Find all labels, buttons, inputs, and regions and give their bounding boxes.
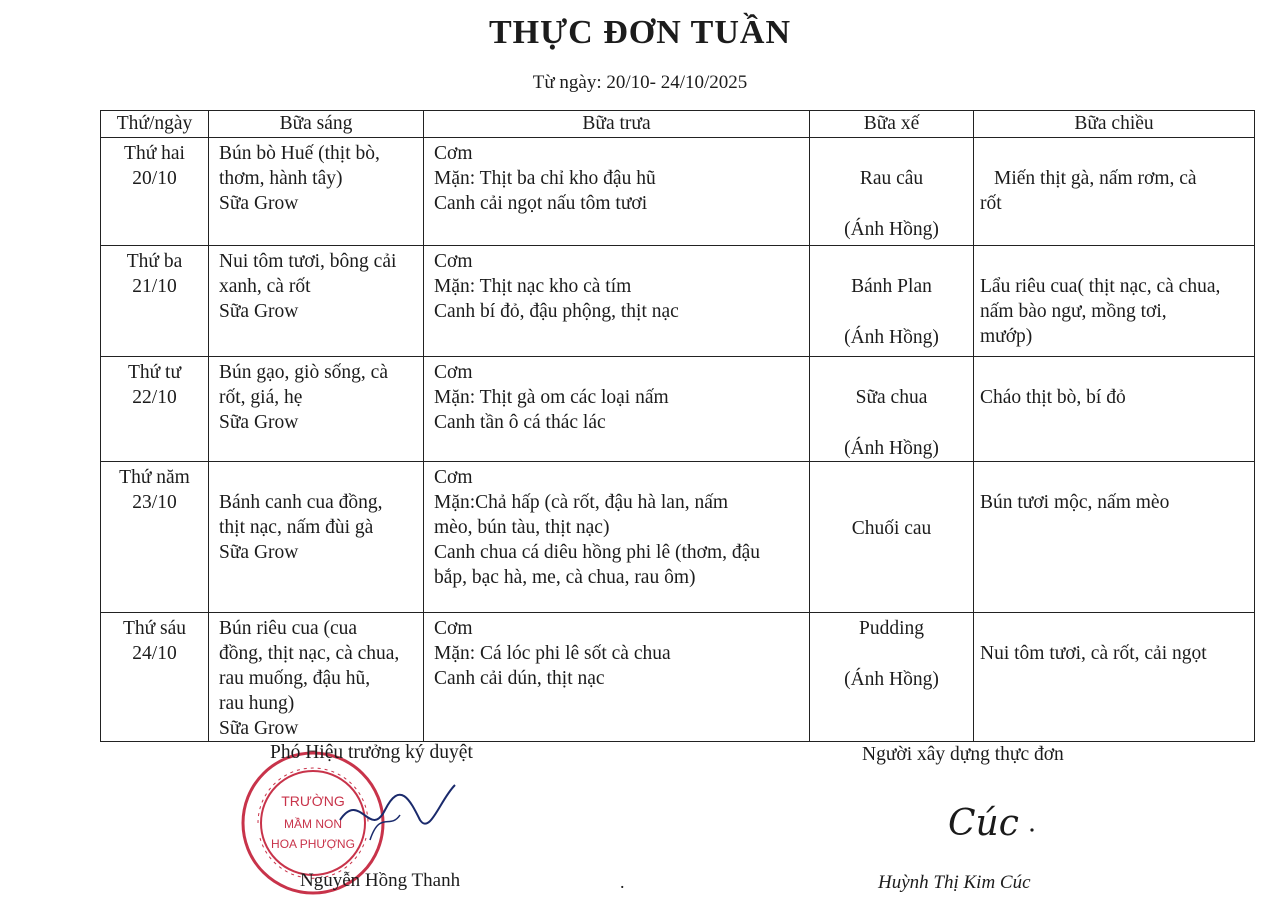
breakfast-line: Sữa Grow (219, 301, 299, 322)
snack-item: Bánh Plan (851, 276, 932, 297)
breakfast-line: rau muống, đậu hũ, (219, 668, 371, 689)
lunch-line: Mặn: Cá lóc phi lê sốt cà chua (434, 643, 671, 664)
header-lunch: Bữa trưa (424, 111, 810, 138)
stamp-line: TRƯỜNG (281, 793, 345, 809)
menu-table (100, 110, 1255, 742)
lunch-line: Canh tần ô cá thác lác (434, 412, 606, 433)
day-date: 21/10 (132, 276, 177, 297)
dinner-line: Lẩu riêu cua( thịt nạc, cà chua, (980, 276, 1221, 297)
dinner-cell (974, 357, 1255, 462)
lunch-line: Canh bí đỏ, đậu phộng, thịt nạc (434, 301, 679, 322)
breakfast-line: xanh, cà rốt (219, 276, 311, 297)
lunch-line: mèo, bún tàu, thịt nạc) (434, 517, 610, 538)
author-title: Người xây dựng thực đơn (862, 744, 1064, 765)
day-cell (101, 613, 209, 742)
dinner-cell (974, 138, 1255, 246)
lunch-cell (424, 462, 810, 613)
day-date: 24/10 (132, 643, 177, 664)
breakfast-line: rốt, giá, hẹ (219, 387, 303, 408)
page-title: THỰC ĐƠN TUẦN (488, 14, 792, 51)
lunch-cell (424, 246, 810, 357)
breakfast-line: Sữa Grow (219, 412, 299, 433)
lunch-line: Cơm (434, 362, 473, 383)
approver-signature (330, 780, 460, 850)
dinner-line: mướp) (980, 326, 1033, 347)
table-row (101, 246, 1255, 357)
breakfast-line: Sữa Grow (219, 193, 299, 214)
header-breakfast: Bữa sáng (209, 111, 424, 138)
day-name: Thứ ba (126, 251, 183, 272)
lunch-line: Mặn: Thịt nạc kho cà tím (434, 276, 632, 297)
dinner-line: Miến thịt gà, nấm rơm, cà (994, 168, 1197, 189)
table-row (101, 357, 1255, 462)
author-signature-text: Cúc (948, 803, 1019, 844)
lunch-line: Mặn: Thịt ba chỉ kho đậu hũ (434, 168, 656, 189)
breakfast-line: Sữa Grow (219, 542, 299, 563)
breakfast-cell (209, 462, 424, 613)
stamp-line: HOA PHƯỢNG (271, 837, 355, 851)
day-cell (101, 138, 209, 246)
day-cell (101, 246, 209, 357)
breakfast-cell (209, 138, 424, 246)
lunch-line: Cơm (434, 251, 473, 272)
snack-cell (810, 462, 974, 613)
breakfast-cell (209, 613, 424, 742)
snack-item: Chuối cau (851, 518, 932, 539)
table-row (101, 613, 1255, 742)
breakfast-cell (209, 246, 424, 357)
snack-cell (810, 138, 974, 246)
snack-note: (Ánh Hồng) (844, 327, 939, 348)
lunch-cell (424, 613, 810, 742)
dinner-line: nấm bào ngư, mồng tơi, (980, 301, 1167, 322)
table-header-row (101, 111, 1255, 138)
breakfast-line: Bánh canh cua đồng, (219, 492, 383, 513)
table-row (101, 138, 1255, 246)
dinner-line: Cháo thịt bò, bí đỏ (980, 387, 1126, 408)
breakfast-line: Bún gạo, giò sống, cà (219, 362, 388, 383)
lunch-line: Canh cải dún, thịt nạc (434, 668, 605, 689)
lunch-line: bắp, bạc hà, me, cà chua, rau ôm) (434, 567, 696, 588)
lunch-line: Cơm (434, 143, 473, 164)
day-date: 20/10 (132, 168, 177, 189)
author-signature (940, 790, 1050, 850)
header-day: Thứ/ngày (101, 111, 209, 138)
dinner-cell (974, 613, 1255, 742)
breakfast-line: rau hung) (219, 693, 295, 714)
snack-item: Rau câu (859, 168, 924, 189)
lunch-cell (424, 357, 810, 462)
dinner-line: Nui tôm tươi, cà rốt, cải ngọt (980, 643, 1207, 664)
snack-cell (810, 357, 974, 462)
snack-cell (810, 246, 974, 357)
lunch-line: Cơm (434, 467, 473, 488)
dinner-cell (974, 246, 1255, 357)
snack-cell (810, 613, 974, 742)
breakfast-line: thơm, hành tây) (219, 168, 343, 189)
day-cell (101, 357, 209, 462)
snack-item: Sữa chua (855, 387, 928, 408)
day-name: Thứ sáu (122, 618, 187, 639)
approver-title: Phó Hiệu trưởng ký duyệt (270, 742, 473, 763)
lunch-line: Mặn: Thịt gà om các loại nấm (434, 387, 669, 408)
dinner-line: Bún tươi mộc, nấm mèo (980, 492, 1170, 513)
lunch-line: Canh cải ngọt nấu tôm tươi (434, 193, 648, 214)
stray-mark: . (620, 872, 625, 892)
day-date: 23/10 (132, 492, 177, 513)
snack-note: (Ánh Hồng) (844, 438, 939, 459)
author-name: Huỳnh Thị Kim Cúc (878, 872, 1031, 893)
breakfast-line: Bún bò Huế (thịt bò, (219, 143, 380, 164)
lunch-cell (424, 138, 810, 246)
breakfast-line: đồng, thịt nạc, cà chua, (219, 643, 400, 664)
snack-note: (Ánh Hồng) (844, 669, 939, 690)
date-range: Từ ngày: 20/10- 24/10/2025 (532, 72, 748, 93)
day-cell (101, 462, 209, 613)
header-snack: Bữa xế (810, 111, 974, 138)
approver-name: Nguyễn Hồng Thanh (300, 870, 461, 891)
header-dinner: Bữa chiều (974, 111, 1255, 138)
day-name: Thứ tư (127, 362, 182, 383)
dinner-cell (974, 462, 1255, 613)
breakfast-line: Sữa Grow (219, 718, 299, 739)
dinner-line: rốt (980, 193, 1002, 214)
stamp-line: MẦM NON (284, 817, 342, 831)
snack-note: (Ánh Hồng) (844, 219, 939, 240)
snack-item: Pudding (858, 618, 924, 639)
table-row (101, 462, 1255, 613)
breakfast-line: thịt nạc, nấm đùi gà (219, 517, 374, 538)
lunch-line: Canh chua cá diêu hồng phi lê (thơm, đậu (434, 542, 761, 563)
day-date: 22/10 (132, 387, 177, 408)
day-name: Thứ năm (119, 467, 190, 488)
lunch-line: Mặn:Chả hấp (cà rốt, đậu hà lan, nấm (434, 492, 729, 513)
breakfast-line: Bún riêu cua (cua (219, 618, 358, 639)
breakfast-cell (209, 357, 424, 462)
lunch-line: Cơm (434, 618, 473, 639)
day-name: Thứ hai (124, 143, 185, 164)
breakfast-line: Nui tôm tươi, bông cải (219, 251, 397, 272)
